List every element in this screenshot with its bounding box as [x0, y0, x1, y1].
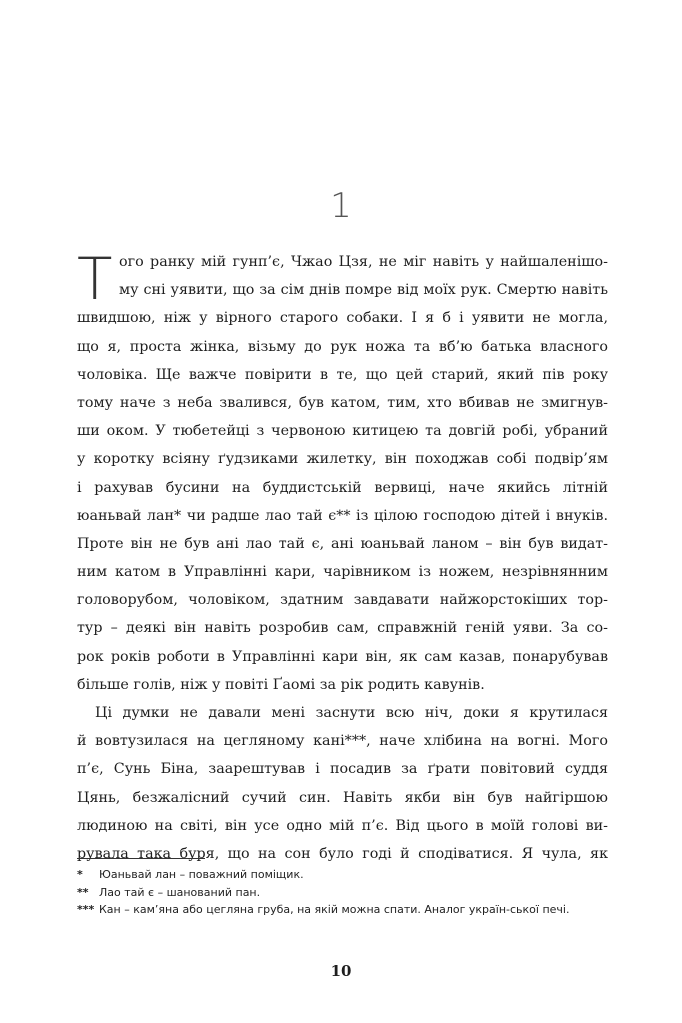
footnotes	[77, 866, 608, 919]
text-line: ши оком. У тюбетейці з червоною китицею та довгій робі, убраний	[77, 423, 608, 440]
text-line: чоловіка. Ще важче повірити в те, що цей старий, який пів року	[77, 366, 608, 383]
footnote	[77, 901, 608, 919]
text-line: більше голів, ніж у повіті Ґаомі за рік родить кавунів.	[77, 676, 485, 693]
text-line: Ці думки не давали мені заснути всю ніч, доки я крутилася	[95, 705, 608, 721]
drop-cap: Т	[77, 245, 113, 313]
text-line: що я, проста жінка, візьму до рук ножа та вб’ю батька власного	[77, 338, 608, 355]
page-number: 10	[330, 962, 352, 980]
text-line: Проте він не був ані лао тай є, ані юаньвай ланом – він був видат-	[77, 535, 608, 552]
text-line: і рахував бусини на буддистській вервиці, наче якийсь літній	[77, 479, 608, 496]
footnote-text: Лао тай є – шанований пан.	[99, 885, 261, 899]
text-line: ого ранку мій гунп’є, Чжао Цзя, не міг навіть у найшаленішо-	[119, 254, 608, 270]
text-line: головорубом, чоловіком, здатним завдавати найжорстокіших тор-	[77, 592, 608, 609]
footnote	[77, 866, 608, 884]
footnote-text: Кан – кам’яна або цегляна груба, на якій можна спати. Аналог україн-ської печі.	[99, 903, 570, 916]
text-line: му сні уявити, що за сім днів помре від моїх рук. Смертю навіть	[119, 282, 608, 299]
footnote-mark: **	[77, 885, 89, 899]
text-line: швидшою, ніж у вірного старого собаки. І я б і уявити не могла,	[77, 310, 608, 327]
body-text	[77, 245, 608, 868]
chapter-number: 1	[330, 186, 352, 226]
footnote-text: Юаньвай лан – поважний поміщик.	[99, 868, 304, 881]
text-line: й вовтузилася на цегляному кані***, наче хлібина на вогні. Мого	[77, 733, 608, 750]
text-line: у коротку всіяну ґудзиками жилетку, він походжав собі подвір’ям	[77, 451, 608, 468]
text-line: людиною на світі, він усе одно мій п’є. Від цього в моїй голові ви-	[77, 817, 608, 834]
footnote-mark: *	[77, 868, 83, 881]
text-line: рувала така буря, що на сон було годі й сподіватися. Я чула, як	[77, 845, 608, 862]
text-line: рок років роботи в Управлінні кари він, як сам казав, понарубував	[77, 648, 608, 665]
footnote-mark: ***	[77, 903, 95, 916]
footnote	[77, 884, 608, 902]
text-line: юаньвай лан* чи радше лао тай є** із цілою господою дітей і внуків.	[77, 507, 608, 524]
text-line: тому наче з неба звалився, був катом, тим, хто вбивав не змигнув-	[77, 394, 608, 411]
footnote-divider	[77, 858, 205, 859]
text-line: тур – деякі він навіть розробив сам, справжній геній уяви. За со-	[77, 620, 608, 637]
text-line: п’є, Сунь Біна, заарештував і посадив за ґрати повітовий суддя	[77, 761, 608, 778]
text-line: Цянь, безжалісний сучий син. Навіть якби він був найгіршою	[77, 789, 608, 806]
text-line: ним катом в Управлінні кари, чарівником із ножем, незрівнянним	[77, 564, 608, 581]
